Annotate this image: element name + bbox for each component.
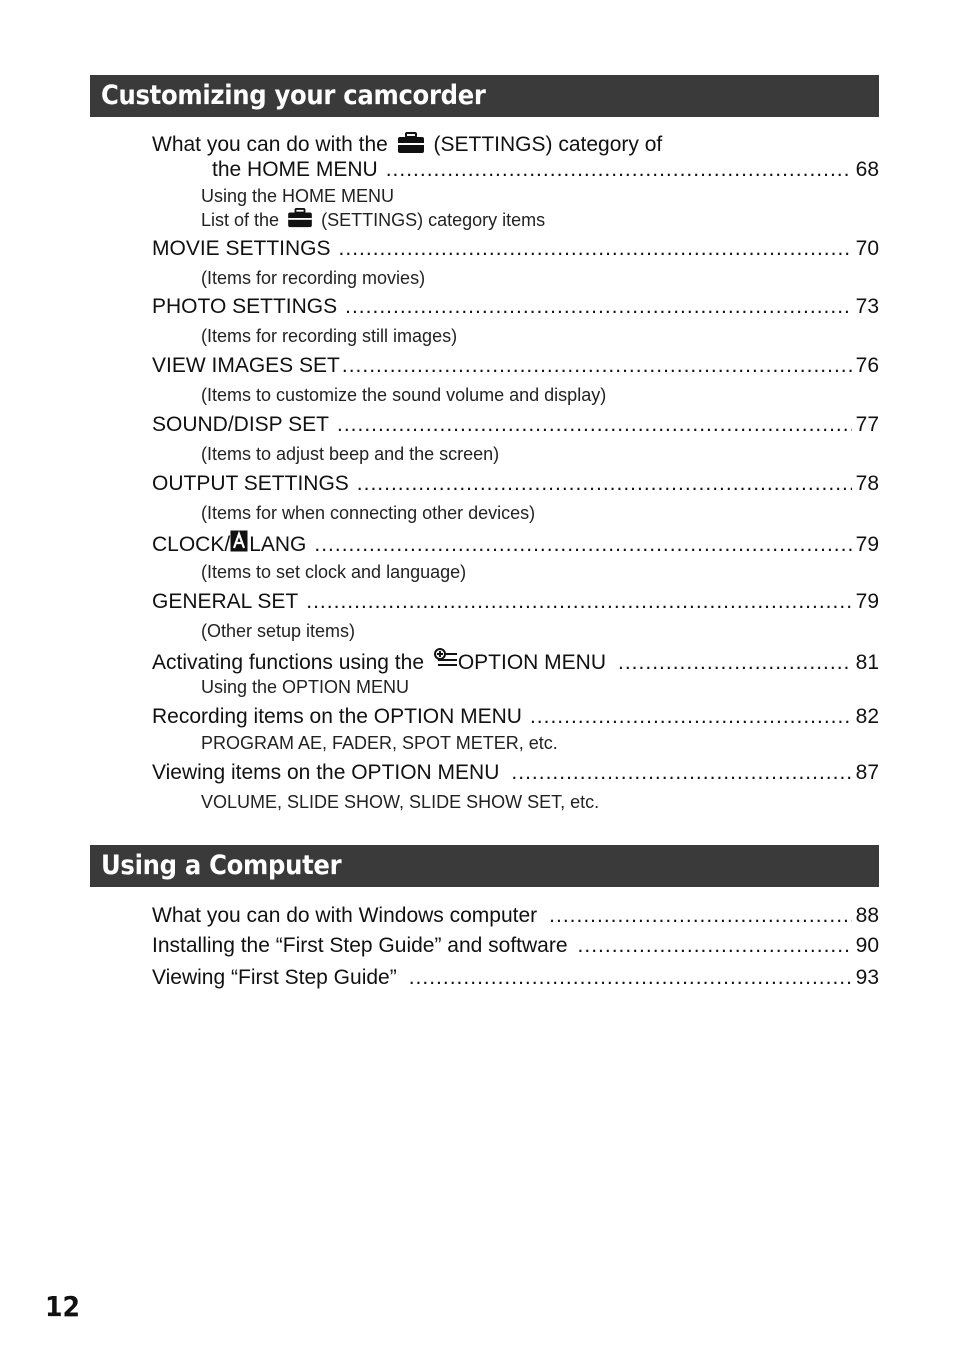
toc-entry-label: MOVIE SETTINGS: [152, 237, 331, 260]
toc-page-number: 81: [855, 651, 879, 674]
toc-entry-photo-settings[interactable]: [152, 294, 879, 320]
toc-entry-label-part: OPTION MENU: [457, 651, 607, 674]
toc-page-number: 79: [855, 590, 879, 613]
toolbox-icon: [287, 208, 313, 233]
toc-sub-item: (Items for recording still images): [201, 326, 458, 346]
dot-leader: [511, 760, 851, 786]
dot-leader: [549, 903, 851, 929]
toc-page-number: 78: [855, 472, 879, 495]
toc-entry-label: PHOTO SETTINGS: [152, 295, 338, 318]
toc-sub-item: PROGRAM AE, FADER, SPOT METER, etc.: [201, 733, 558, 753]
toc-entry-recording-items[interactable]: [152, 704, 879, 730]
dot-leader: [306, 589, 851, 615]
toc-entry-option-menu[interactable]: [152, 648, 879, 676]
toc-entry-label: OUTPUT SETTINGS: [152, 472, 349, 495]
toc-entry-label: Installing the “First Step Guide” and software: [152, 934, 568, 957]
option-menu-icon: [434, 648, 458, 675]
toc-entry-label: Recording items on the OPTION MENU: [152, 705, 522, 728]
toc-entry-label: the HOME MENU: [212, 158, 378, 181]
toc-page-number: 88: [855, 904, 879, 927]
toc-entry-settings[interactable]: [212, 157, 879, 183]
toc-sub-item: (Items to customize the sound volume and display): [201, 385, 607, 405]
dot-leader: [345, 294, 852, 320]
toc-entry-windows-computer[interactable]: [152, 903, 879, 929]
dot-leader: [357, 471, 852, 497]
toc-page-number: 70: [855, 237, 879, 260]
toc-sub-text: (SETTINGS) category items: [321, 210, 546, 230]
toc-page-number: 90: [855, 934, 879, 957]
toc-sub-item: Using the HOME MENU: [201, 186, 395, 206]
toc-entry-label: VIEW IMAGES SET: [152, 354, 340, 377]
toc-entry-general-set[interactable]: [152, 589, 879, 615]
toc-entry-label: What you can do with Windows computer: [152, 904, 538, 927]
toc-page-number: 73: [855, 295, 879, 318]
toc-entry-view-images-set[interactable]: [152, 353, 879, 379]
dot-leader: [409, 965, 852, 991]
toc-entry-label: [152, 530, 306, 559]
toc-sub-item: VOLUME, SLIDE SHOW, SLIDE SHOW SET, etc.: [201, 792, 600, 812]
toc-page-number: 68: [855, 158, 879, 181]
toc-sub-item: [201, 208, 545, 233]
toc-entry-installing-guide[interactable]: [152, 933, 879, 959]
toc-entry-label-cont: (SETTINGS) category of: [433, 133, 663, 156]
toc-entry-label: [152, 648, 606, 676]
toc-entry-clock-lang[interactable]: [152, 530, 879, 559]
toc-entry-label: Viewing “First Step Guide”: [152, 966, 397, 989]
toc-page-number: 82: [855, 705, 879, 728]
toc-page-number: 93: [855, 966, 879, 989]
dot-leader: [337, 412, 852, 438]
toc-entry-label-part: LANG: [249, 533, 307, 556]
section-header-using-computer: Using a Computer: [90, 845, 879, 887]
toc-page-number: 79: [855, 533, 879, 556]
toc-entry-label: What you can do with the: [152, 133, 388, 156]
toc-sub-item: (Other setup items): [201, 621, 356, 641]
toc-page-number: 76: [855, 354, 879, 377]
toc-entry-sound-disp-set[interactable]: [152, 412, 879, 438]
dot-leader: [386, 157, 852, 183]
toc-sub-item: (Items for when connecting other devices): [201, 503, 536, 523]
dot-leader: [314, 532, 851, 558]
toc-sub-item: (Items to set clock and language): [201, 562, 467, 582]
toc-sub-item: Using the OPTION MENU: [201, 677, 410, 697]
dot-leader: [530, 704, 852, 730]
toc-entry-label: Viewing items on the OPTION MENU: [152, 761, 500, 784]
toc-entry-output-settings[interactable]: [152, 471, 879, 497]
toc-sub-item: (Items to adjust beep and the screen): [201, 444, 500, 464]
toc-entry-label-part: Activating functions using the: [152, 651, 424, 674]
language-a-icon: [230, 530, 248, 559]
section-header-customizing: Customizing your camcorder: [90, 75, 879, 117]
dot-leader: [339, 236, 852, 262]
toc-entry-label-part: CLOCK/: [152, 533, 231, 556]
toc-sub-text: List of the: [201, 210, 280, 230]
toc-sub-item: (Items for recording movies): [201, 268, 426, 288]
toc-page-number: 77: [855, 413, 879, 436]
dot-leader: [578, 933, 852, 959]
dot-leader: [618, 650, 852, 676]
toc-entry-label: SOUND/DISP SET: [152, 413, 329, 436]
dot-leader: [342, 353, 852, 379]
toc-entry-viewing-guide[interactable]: [152, 965, 879, 991]
toc-entry-label: GENERAL SET: [152, 590, 299, 613]
toc-entry-viewing-items[interactable]: [152, 760, 879, 786]
toc-page-number: 87: [855, 761, 879, 784]
toc-entry-movie-settings[interactable]: [152, 236, 879, 262]
page-number: 12: [45, 1290, 81, 1323]
